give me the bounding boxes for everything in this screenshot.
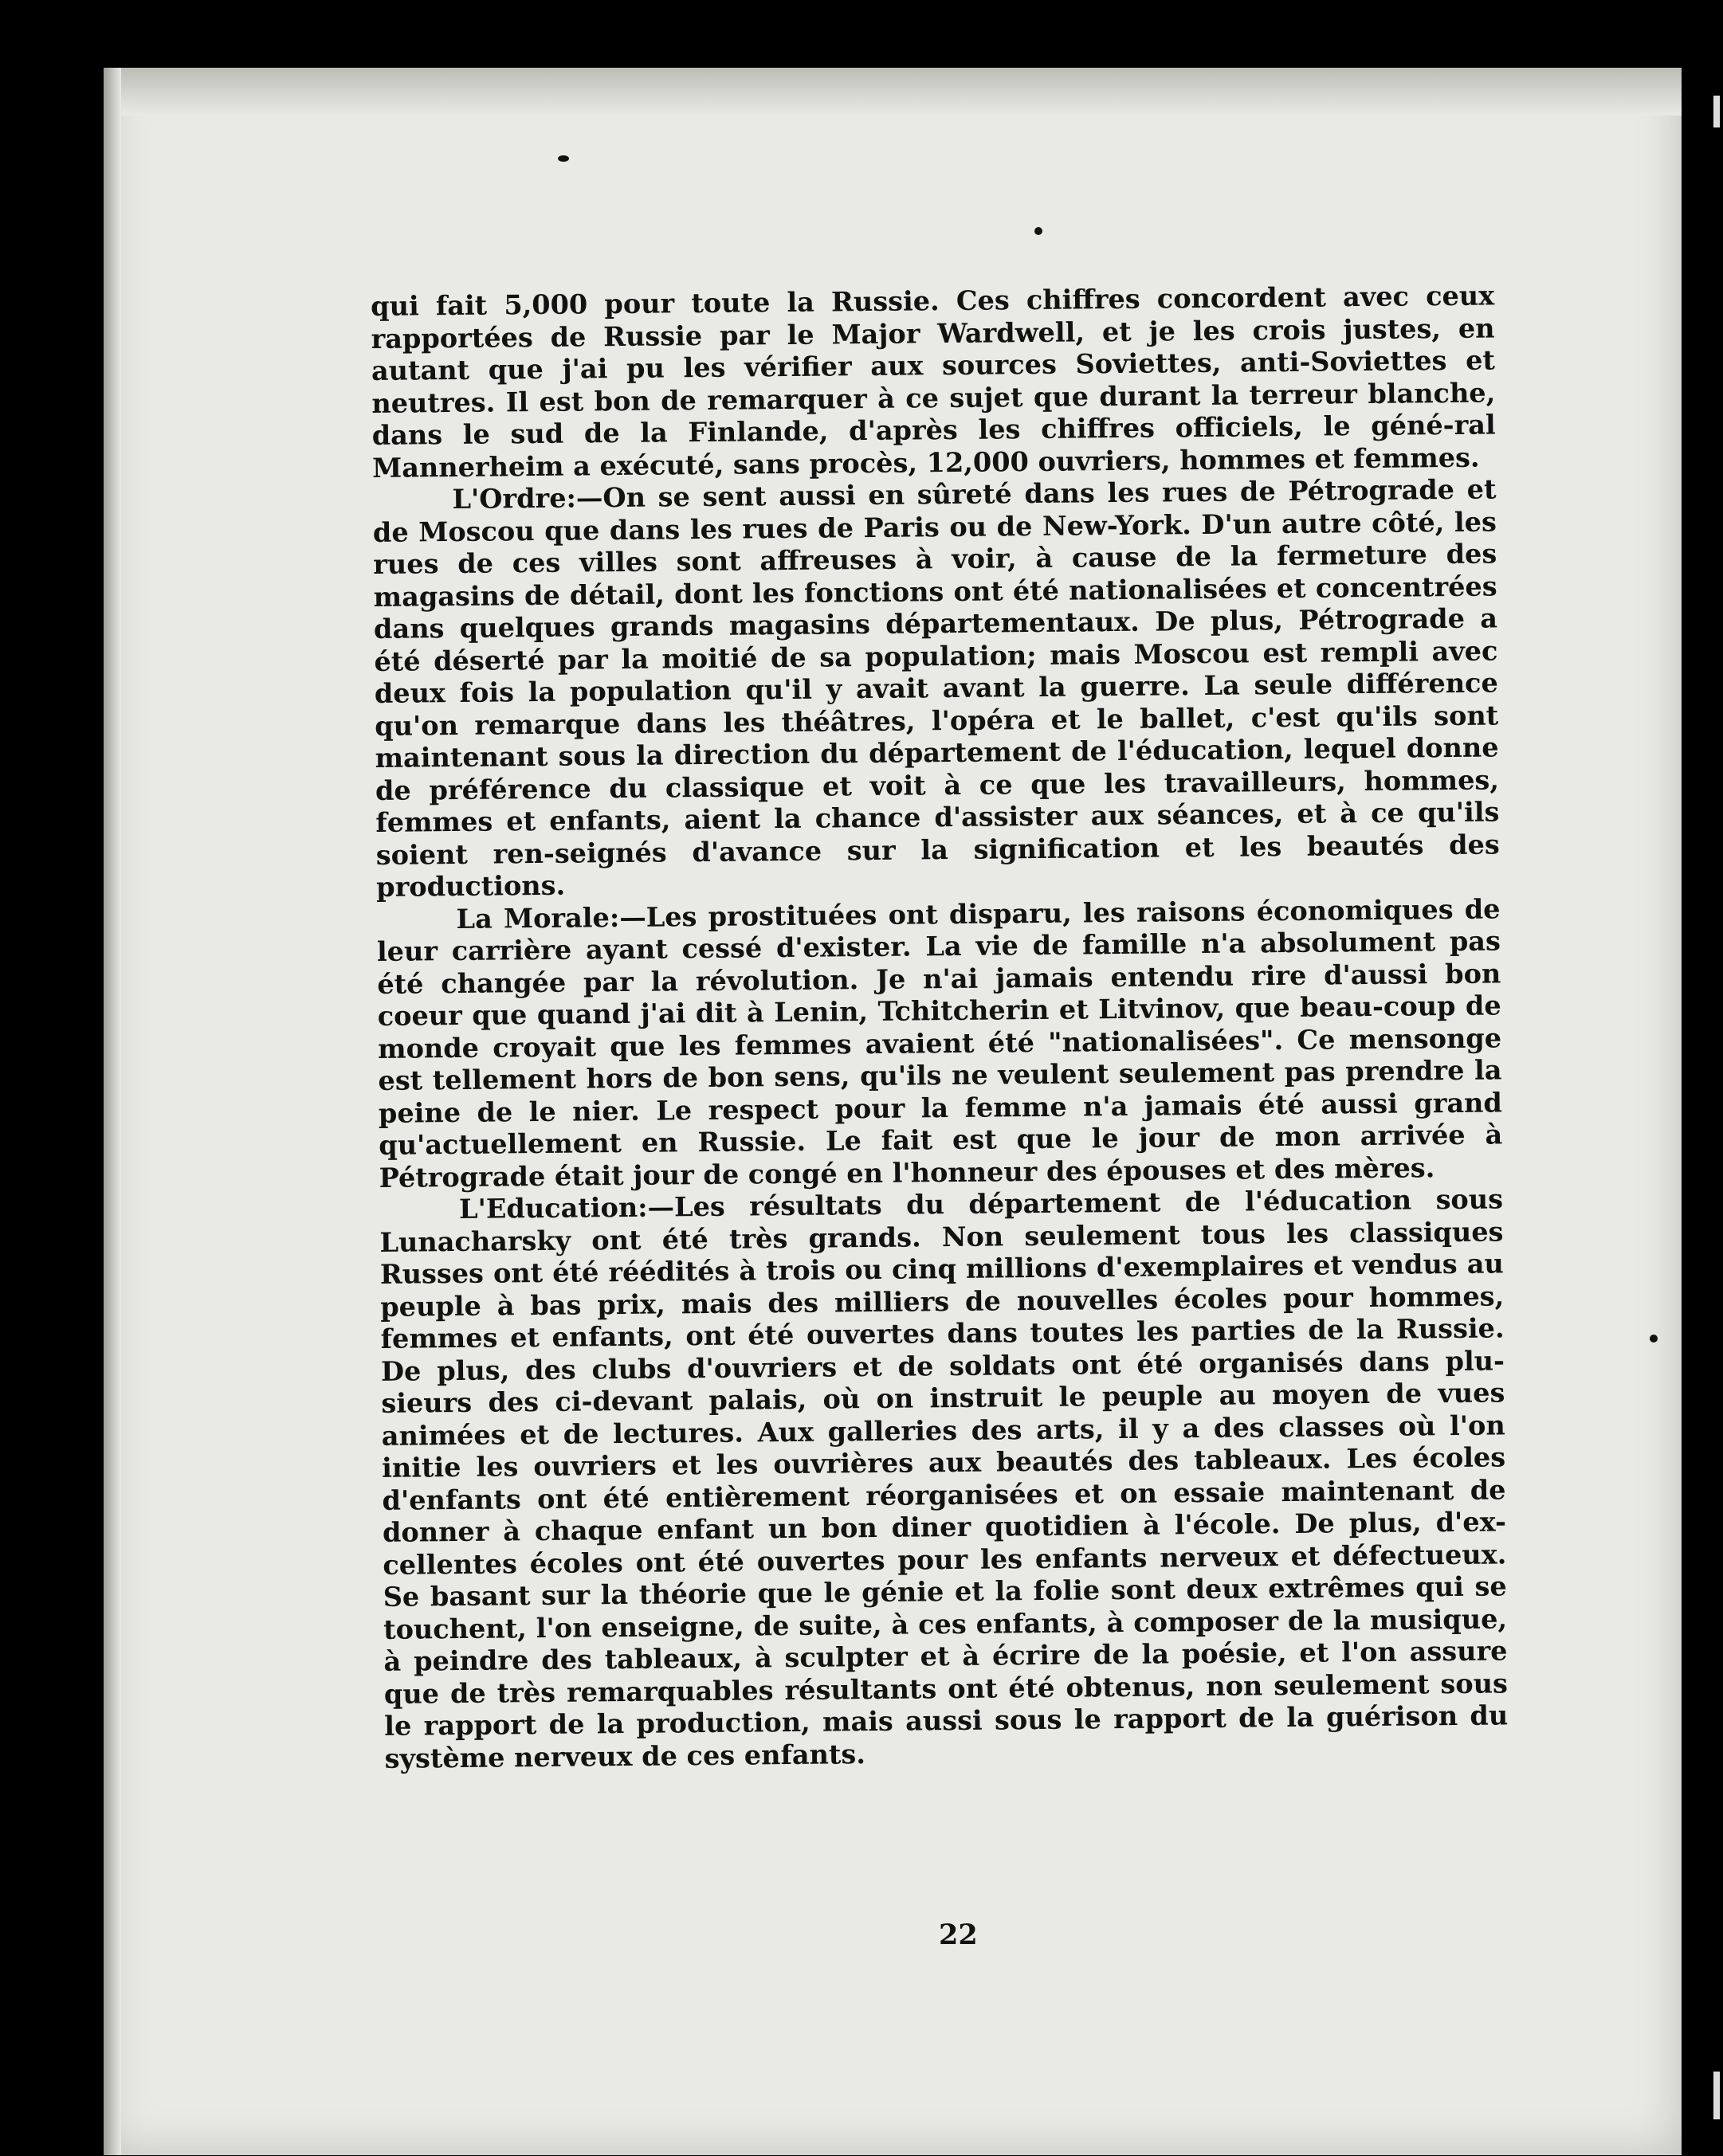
paragraph-intro	[371, 280, 1496, 484]
paragraph-order	[372, 473, 1500, 904]
ink-speck	[1034, 227, 1042, 235]
ink-speck	[1650, 1335, 1658, 1343]
paragraph-heading: L'Ordre:	[452, 482, 577, 515]
paragraph-heading: L'Education:	[458, 1191, 648, 1225]
edge-mark	[1713, 96, 1720, 127]
paragraph-education	[379, 1183, 1509, 1775]
paragraph-morality	[376, 893, 1502, 1194]
right-scan-border	[1682, 0, 1723, 2156]
paragraph-text: —Les résultats du département de l'éducation sous Lunacharsky ont été très grands. Non seulement tous les classiques Russes ont été réédités à trois ou cinq millions d'exemplaires et vendus au peuple à bas prix, mais des milliers de nouvelles écoles pour hommes, femmes et enfants, ont été ouvertes dans toutes les parties de la Russie. De plus, des clubs d'ouvriers et de soldats ont été organisés dans plu-sieurs des ci-devant palais, où on instruit le peuple au moyen de vues animées et de lectures. Aux galleries des arts, il y a des classes où l'on initie les ouvriers et les ouvrières aux beautés des tableaux. Les écoles d'enfants ont été entièrement réorganisées et on essaie maintenant de donner à chaque enfant un bon diner quotidien à l'école. De plus, d'ex-cellentes écoles ont été ouvertes pour les enfants nerveux et défectueux. Se basant sur la théorie que le génie et la folie sont deux extrêmes qui se touchent, l'on enseigne, de suite, à ces enfants, à composer de la musique, à peindre des tableaux, à sculpter et à écrire de la poésie, et l'on assure que de très remarquables résultants ont été obtenus, non seulement sous le rapport de la production, mais aussi sous le rapport de la guérison du système nerveux de ces enfants.	[379, 1183, 1509, 1774]
paragraph-text: —On se sent aussi en sûreté dans les rues de Pétrograde et de Moscou que dans les rues de Paris ou de New-York. D'un autre côté, les rues de ces villes sont affreuses à voir, à cause de la fermeture des magasins de détail, dont les fonctions ont été nationalisées et concentrées dans quelques grands magasins départementaux. De plus, Pétrograde a été déserté par la moitié de sa population; mais Moscou est rempli avec deux fois la population qu'il y avait avant la guerre. La seule différence qu'on remarque dans les théâtres, l'opéra et le ballet, c'est qu'ils sont maintenant sous la direction du département de l'éducation, lequel donne de préférence du classique et voit à ce que les travailleurs, hommes, femmes et enfants, aient la chance d'assister aux séances, et à ce qu'ils soient ren-seignés d'avance sur la signification et les beautés des productions.	[372, 473, 1500, 903]
page-top-shadow	[104, 68, 1682, 116]
edge-mark	[1713, 2072, 1720, 2119]
ink-speck	[558, 155, 569, 162]
paragraph-heading: La Morale:	[456, 901, 620, 935]
page-left-shadow	[104, 68, 121, 2155]
page-number: 22	[939, 1919, 978, 1951]
paragraph-text: qui fait 5,000 pour toute la Russie. Ces chiffres concordent avec ceux rapportées de Russie par le Major Wardwell, et je les crois justes, en autant que j'ai pu les vérifier aux sources Soviettes, anti-Soviettes et neutres. Il est bon de remarquer à ce sujet que durant la terreur blanche, dans le sud de la Finlande, d'après les chiffres officiels, le géné-ral Mannerheim a exécuté, sans procès, 12,000 ouvriers, hommes et femmes.	[371, 280, 1496, 484]
body-text	[371, 280, 1509, 1774]
paragraph-text: —Les prostituées ont disparu, les raisons économiques de leur carrière ayant cessé d'exister. La vie de famille n'a absolument pas été changée par la révolution. Je n'ai jamais entendu rire d'aussi bon coeur que quand j'ai dit à Lenin, Tchitcherin et Litvinov, que beau-coup de monde croyait que les femmes avaient été "nationalisées". Ce mensonge est tellement hors de bon sens, qu'ils ne veulent seulement pas prendre la peine de le nier. Le respect pour la femme n'a jamais été aussi grand qu'actuellement en Russie. Le fait est que le jour de mon arrivée à Pétrograde était jour de congé en l'honneur des épouses et des mères.	[376, 892, 1503, 1194]
